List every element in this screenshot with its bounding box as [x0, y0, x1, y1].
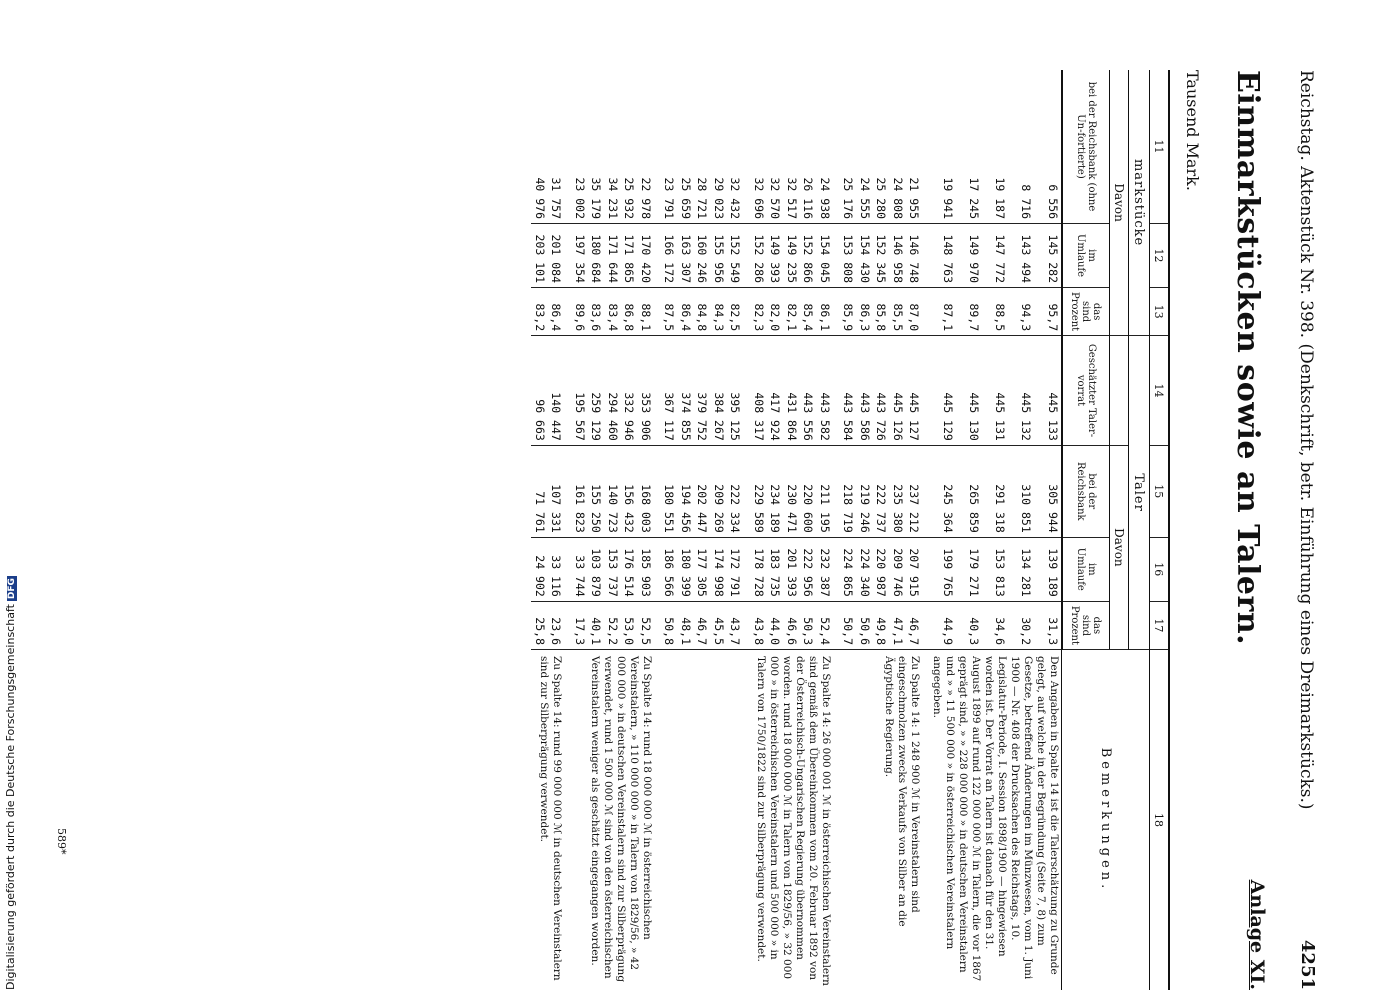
table-cell: 28 721 [695, 177, 710, 219]
table-cell: 52,4 [817, 601, 841, 649]
table-cell: 220 600 [800, 445, 817, 537]
table-cell: 152 345 [873, 224, 890, 288]
table-cell: 445 126 [890, 336, 907, 446]
table-cell: 222 956 [800, 537, 817, 601]
table-cell: 31,3 [1034, 601, 1062, 649]
table-cell: 353 906 [638, 336, 662, 446]
header-reichsbank: bei der Reichsbank (ohne Un-fortierte) [1062, 70, 1110, 224]
table-cell: 367 117 [661, 336, 678, 446]
table-cell: 140 723 [605, 445, 622, 537]
running-head-text: Reichstag. Aktenstück Nr. 398. (Denkschrift, betr. Einführung eines Dreimarkstücks.) [1296, 70, 1316, 810]
davon-header-2: Davon [1110, 445, 1129, 649]
table-cell: 86,4 [548, 288, 572, 336]
table-cell: 83,6 [588, 288, 605, 336]
table-cell: 445 130 [956, 336, 982, 446]
header-prozent: das sind Prozent [1062, 288, 1110, 336]
table-cell: 87,0 [906, 288, 930, 336]
table-cell: 50,7 [840, 601, 857, 649]
table-cell: 147 772 [982, 224, 1008, 288]
table-cell: 374 855 [678, 336, 695, 446]
table-cell: 179 271 [956, 537, 982, 601]
table-cell: 201 084 [548, 224, 572, 288]
table-cell: 445 131 [982, 336, 1008, 446]
table-body [532, 70, 1063, 990]
table-cell: 235 380 [890, 445, 907, 537]
table-cell: 174 998 [711, 537, 728, 601]
table-cell: 25,8 [532, 601, 549, 649]
table-cell: 234 189 [767, 445, 784, 537]
table-cell: 443 582 [817, 336, 841, 446]
col-number: 15 [1150, 445, 1170, 537]
table-cell: 17 245 [966, 177, 981, 219]
table-cell: 46,7 [694, 601, 711, 649]
table-cell: 224 865 [840, 537, 857, 601]
table-cell: 445 127 [906, 336, 930, 446]
table-row [906, 70, 930, 990]
table-cell: 25 176 [841, 177, 856, 219]
table-cell: 153 808 [840, 224, 857, 288]
davon-header: Davon [1110, 70, 1129, 336]
digitization-text: Digitalisierung gefördert durch die Deutsche Forschungsgemeinschaft [4, 604, 17, 990]
table-cell: 161 823 [572, 445, 589, 537]
table-cell: 95,7 [1034, 288, 1062, 336]
table-cell: 84,3 [711, 288, 728, 336]
table-cell: 207 915 [906, 537, 930, 601]
table-cell: 29 023 [712, 177, 726, 219]
table-cell: 19 941 [940, 177, 955, 219]
table-cell: 32 570 [768, 177, 783, 219]
table-cell: 209 269 [711, 445, 728, 537]
table-cell: 155 250 [588, 445, 605, 537]
table-cell: 87,5 [661, 288, 678, 336]
table-cell: 229 589 [751, 445, 768, 537]
table-cell: 85,4 [800, 288, 817, 336]
page-mark: 589* [55, 828, 68, 855]
table-cell: 384 267 [711, 336, 728, 446]
running-header [1290, 70, 1320, 990]
table-cell: 156 432 [621, 445, 638, 537]
table-cell: 140 447 [548, 336, 572, 446]
table-cell: 443 584 [840, 336, 857, 446]
table-cell: 153 737 [605, 537, 622, 601]
table-cell: 40,1 [588, 601, 605, 649]
column-number-row [1150, 70, 1170, 990]
table-cell: 197 354 [572, 224, 589, 288]
table-cell: 17,3 [572, 601, 589, 649]
table-cell: 44,9 [930, 601, 956, 649]
table-cell: 183 735 [767, 537, 784, 601]
table-cell: 445 129 [930, 336, 956, 446]
table-cell: 96 663 [532, 336, 549, 446]
table-cell: 24 555 [858, 177, 872, 219]
table-cell: 199 765 [930, 537, 956, 601]
table-cell: 82,5 [727, 288, 751, 336]
table-cell: 34 231 [606, 177, 620, 219]
header-reichsbank-2: bei der Reichsbank [1062, 445, 1110, 537]
unit-note: Tausend Mark. [1183, 70, 1202, 191]
table-cell: 52,5 [638, 601, 662, 649]
table-cell: 145 282 [1034, 224, 1062, 288]
table-cell: 152 866 [800, 224, 817, 288]
table-cell: 134 281 [1008, 537, 1034, 601]
table-cell: 25 280 [874, 177, 889, 219]
table-cell: 40 976 [533, 177, 547, 219]
remark-cell [661, 650, 751, 991]
col-number: 18 [1150, 650, 1170, 991]
header-prozent-2: das sind Prozent [1062, 601, 1110, 649]
table-row [638, 70, 662, 990]
table-cell: 25 659 [679, 177, 693, 219]
remark-cell: Den Angaben in Spalte 14 ist die Talerschätzung zu Grunde gelegt, auf welche in der Begründung (Seite 7, 8) zum Gesetze, betreffend Änderungen im Münzwesen, vom 1. Juni 1900 — Nr. 408 der Drucksachen des Reichstags, 10. Legislatur-Periode, I. Session 1898/1900 — hingewiesen worden ist. Der Vorrat an Talern ist danach für den 31. August 1899 auf rund 122 000 000 ℳ in Talern, die vor 1867 geprägt sind, » » 228 000 000 » in deutschen Vereinstalern und » » 11 500 000 » in österreichischen Vereinstalern angegeben. [930, 650, 1063, 991]
table-cell: 19 187 [993, 177, 1008, 219]
table-cell: 148 763 [930, 224, 956, 288]
table-cell: 417 924 [767, 336, 784, 446]
table-cell: 160 246 [694, 224, 711, 288]
table-cell: 46,6 [784, 601, 801, 649]
table-cell: 154 045 [817, 224, 841, 288]
table-cell: 48,1 [678, 601, 695, 649]
table-cell: 21 955 [907, 177, 922, 219]
table-cell: 85,5 [890, 288, 907, 336]
table-cell: 180 399 [678, 537, 695, 601]
remark-cell: Zu Spalte 14: 1 248 900 ℳ in Vereinstalern sind eingeschmolzen zwecks Verkaufs von Silber an die Ägyptische Regierung. [840, 650, 930, 991]
table-cell: 218 719 [840, 445, 857, 537]
table-cell: 86,4 [678, 288, 695, 336]
table-cell: 32 517 [785, 177, 799, 219]
data-table [532, 70, 1171, 990]
table-cell: 33 116 [548, 537, 572, 601]
table-cell: 89,7 [956, 288, 982, 336]
table-cell: 443 556 [800, 336, 817, 446]
table-cell: 168 003 [638, 445, 662, 537]
table-cell: 232 387 [817, 537, 841, 601]
table-cell: 32 696 [752, 177, 766, 219]
table-cell: 31 757 [549, 177, 564, 219]
table-cell: 24 938 [818, 177, 832, 219]
table-cell: 149 235 [784, 224, 801, 288]
dfg-logo: DFG [7, 578, 17, 600]
table-cell: 47,1 [890, 601, 907, 649]
header-umlaufe: im Umlaufe [1062, 224, 1110, 288]
table-cell: 50,3 [800, 601, 817, 649]
table-cell: 26 116 [801, 177, 816, 219]
table-cell: 265 859 [956, 445, 982, 537]
table-cell: 431 864 [784, 336, 801, 446]
table-cell: 24 808 [891, 177, 905, 219]
table-cell: 153 813 [982, 537, 1008, 601]
table-cell: 85,9 [840, 288, 857, 336]
table-cell: 40,3 [956, 601, 982, 649]
table-cell: 178 728 [751, 537, 768, 601]
rotated-page-content [160, 70, 1320, 990]
table-cell: 88,1 [638, 288, 662, 336]
table-cell: 8 716 [1019, 184, 1034, 219]
table-cell: 6 556 [1046, 184, 1060, 219]
table-cell: 71 761 [532, 445, 549, 537]
table-cell: 294 460 [605, 336, 622, 446]
table-cell: 170 420 [638, 224, 662, 288]
table-row [548, 70, 572, 990]
table-cell: 149 393 [767, 224, 784, 288]
table-cell: 245 364 [930, 445, 956, 537]
table-cell: 305 944 [1034, 445, 1062, 537]
table-cell: 89,6 [572, 288, 589, 336]
table-cell: 149 970 [956, 224, 982, 288]
table-cell: 85,8 [873, 288, 890, 336]
table-cell: 230 471 [784, 445, 801, 537]
table-cell: 35 179 [589, 177, 604, 219]
group-header-row [1129, 70, 1150, 990]
table-cell: 163 307 [678, 224, 695, 288]
table-cell: 86,1 [817, 288, 841, 336]
empty-header [1110, 336, 1129, 446]
col-number: 14 [1150, 336, 1170, 446]
table-cell: 33 744 [572, 537, 589, 601]
header-vorrat: Geschätzter Taler-vorrat [1062, 336, 1110, 446]
col-number: 13 [1150, 288, 1170, 336]
table-cell: 82,0 [767, 288, 784, 336]
table-cell: 44,0 [767, 601, 784, 649]
table-cell: 52,2 [605, 601, 622, 649]
table-cell: 443 726 [873, 336, 890, 446]
header-umlaufe-2: im Umlaufe [1062, 537, 1110, 601]
table-cell: 30,2 [1008, 601, 1034, 649]
table-cell: 186 566 [661, 537, 678, 601]
table-cell: 23 002 [573, 177, 587, 219]
table-cell: 180 684 [588, 224, 605, 288]
group-markstuecke: markstücke [1129, 70, 1150, 336]
table-cell: 211 195 [817, 445, 841, 537]
table-cell: 445 132 [1008, 336, 1034, 446]
table-cell: 152 549 [727, 224, 751, 288]
table-cell: 23 791 [662, 177, 677, 219]
table-cell: 202 447 [694, 445, 711, 537]
table-cell: 291 318 [982, 445, 1008, 537]
col-number: 11 [1150, 70, 1170, 224]
remark-cell: Zu Spalte 14: 26 000 001 ℳ in österreichischen Vereinstalern sind gemäß dem Übereinkommen vom 20. Februar 1892 von der Österreichisch-Ungarischen Regierung übernommen worden. rund 18 000 000 ℳ in Talern von 1829/56, » 32 000 000 » in österreichischen Vereinstalern und 500 000 » in Talern von 1750/1822 sind zur Silberprägung verwendet. [751, 650, 841, 991]
group-taler: Taler [1129, 336, 1150, 650]
table-cell: 408 317 [751, 336, 768, 446]
table-cell: 34,6 [982, 601, 1008, 649]
table-cell: 194 456 [678, 445, 695, 537]
table-cell: 25 932 [622, 177, 637, 219]
table-cell: 23,6 [548, 601, 572, 649]
table-cell: 220 987 [873, 537, 890, 601]
table-cell: 103 879 [588, 537, 605, 601]
table-row [1034, 70, 1062, 990]
table-cell: 152 286 [751, 224, 768, 288]
table-cell: 201 393 [784, 537, 801, 601]
table-cell: 203 101 [532, 224, 549, 288]
table-cell: 46,7 [906, 601, 930, 649]
table-cell: 310 851 [1008, 445, 1034, 537]
table-cell: 259 129 [588, 336, 605, 446]
table-cell: 445 133 [1034, 336, 1062, 446]
table-cell: 171 865 [621, 224, 638, 288]
table-cell: 49,8 [873, 601, 890, 649]
table-cell: 84,8 [694, 288, 711, 336]
table-cell: 86,8 [621, 288, 638, 336]
table-cell: 180 551 [661, 445, 678, 537]
table-cell: 224 340 [857, 537, 874, 601]
table-row [727, 70, 751, 990]
table-cell: 32 432 [728, 177, 743, 219]
table-cell: 146 958 [890, 224, 907, 288]
table-cell: 146 748 [906, 224, 930, 288]
table-cell: 43,8 [751, 601, 768, 649]
table-cell: 107 331 [548, 445, 572, 537]
remark-cell: Zu Spalte 14: rund 18 000 000 ℳ in österreichischen Vereinstalern, » 110 000 000 » in Talern von 1829/56, » 42 000 000 » in deutschen Vereinstalern sind zur Silberprägung verwendet, rund 1 500 000 ℳ sind von den österreichischen Vereinstalern weniger als geschätzt eingegangen worden. [572, 650, 662, 991]
table-cell: 185 903 [638, 537, 662, 601]
table-cell: 50,8 [661, 601, 678, 649]
table-cell: 83,2 [532, 288, 549, 336]
table-cell: 87,1 [930, 288, 956, 336]
table-cell: 50,6 [857, 601, 874, 649]
table-cell: 43,7 [727, 601, 751, 649]
table-cell: 86,3 [857, 288, 874, 336]
table-cell: 154 430 [857, 224, 874, 288]
table-cell: 22 978 [639, 177, 653, 219]
table-cell: 195 567 [572, 336, 589, 446]
table-cell: 237 212 [906, 445, 930, 537]
col-number: 12 [1150, 224, 1170, 288]
table-cell: 139 189 [1034, 537, 1062, 601]
table-cell: 219 246 [857, 445, 874, 537]
table-cell: 155 956 [711, 224, 728, 288]
table-cell: 177 305 [694, 537, 711, 601]
remarks-header: Bemerkungen. [1062, 650, 1150, 991]
table-cell: 176 514 [621, 537, 638, 601]
table-cell: 94,3 [1008, 288, 1034, 336]
table-cell: 222 334 [727, 445, 751, 537]
table-cell: 332 946 [621, 336, 638, 446]
table-cell: 222 737 [873, 445, 890, 537]
table-cell: 45,5 [711, 601, 728, 649]
table-cell: 395 125 [727, 336, 751, 446]
col-number: 17 [1150, 601, 1170, 649]
table-cell: 53,0 [621, 601, 638, 649]
table-cell: 82,1 [784, 288, 801, 336]
table-cell: 24 902 [532, 537, 549, 601]
table-cell: 82,3 [751, 288, 768, 336]
page-title: Einmarkstücken sowie an Talern. [1230, 70, 1265, 646]
table-cell: 83,4 [605, 288, 622, 336]
digitization-credit [4, 576, 17, 990]
table-cell: 172 791 [727, 537, 751, 601]
col-number: 16 [1150, 537, 1170, 601]
table-cell: 166 172 [661, 224, 678, 288]
page-number: 4251 [1297, 939, 1318, 990]
table-cell: 379 752 [694, 336, 711, 446]
table-row [817, 70, 841, 990]
table-cell: 443 586 [857, 336, 874, 446]
table-cell: 171 644 [605, 224, 622, 288]
table-cell: 209 746 [890, 537, 907, 601]
table-cell: 143 494 [1008, 224, 1034, 288]
table-cell: 88,5 [982, 288, 1008, 336]
remark-cell: Zu Spalte 14: rund 99 000 000 ℳ in deutschen Vereinstalern sind zur Silberprägung verwendet. [532, 650, 572, 991]
anlage-label: Anlage XI. [1246, 879, 1268, 990]
